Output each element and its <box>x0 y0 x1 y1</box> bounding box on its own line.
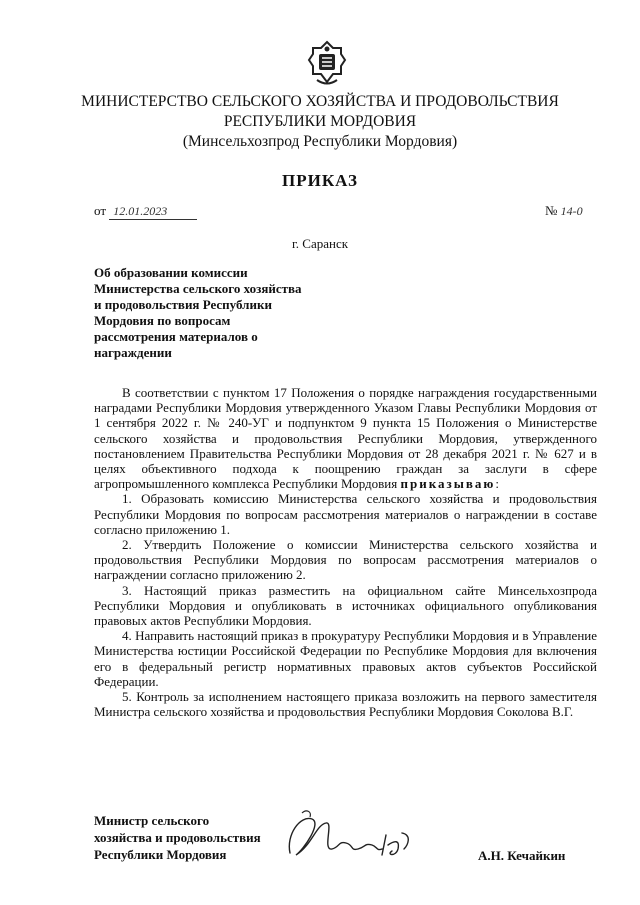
header-line-2: РЕСПУБЛИКИ МОРДОВИЯ <box>223 113 417 130</box>
document-subject <box>94 265 354 361</box>
header-line-3: (Минсельхозпрод Республики Мордовия) <box>182 133 458 150</box>
order-item: 4. Направить настоящий приказ в прокуратуру Республики Мордовия и в Управление Министерства юстиции Российской Федерации по Республике Мордовия для включения его в федеральный регистр нормативных правовых актов субъектов Российской Федерации. <box>94 628 597 689</box>
order-item: 2. Утвердить Положение о комиссии Министерства сельского хозяйства и продовольствия Республики Мордовия по вопросам рассмотрения материалов о награждении согласно приложению 2. <box>94 537 597 583</box>
subject-line: Мордовия по вопросам <box>94 313 231 328</box>
number-prefix: № <box>545 203 558 218</box>
subject-line: рассмотрения материалов о <box>94 329 258 344</box>
signer-position-line: хозяйства и продовольствия <box>94 830 261 845</box>
signer-name: А.Н. Кечайкин <box>478 848 566 863</box>
order-item: 1. Образовать комиссию Министерства сельского хозяйства и продовольствия Республики Мордовия по вопросам рассмотрения материалов о награждении в составе согласно приложению 1. <box>94 491 597 537</box>
signer-position-line: Республики Мордовия <box>94 847 227 862</box>
subject-line: награждении <box>94 345 172 360</box>
city: г. Саранск <box>291 236 349 251</box>
subject-line: и продовольствия Республики <box>94 297 272 312</box>
coat-of-arms-icon <box>307 40 347 88</box>
header-line-1: МИНИСТЕРСТВО СЕЛЬСКОГО ХОЗЯЙСТВА И ПРОДОВОЛЬСТВИЯ <box>81 93 559 110</box>
document-date <box>94 203 197 220</box>
order-word: приказываю <box>400 476 496 492</box>
preamble-end: : <box>495 476 499 492</box>
handwritten-signature <box>282 805 422 867</box>
document-number <box>545 203 583 219</box>
ministry-header <box>60 92 580 152</box>
document-title: ПРИКАЗ <box>282 171 358 190</box>
date-value: 12.01.2023 <box>109 204 197 220</box>
subject-line: Министерства сельского хозяйства <box>94 281 302 296</box>
subject-line: Об образовании комиссии <box>94 265 248 280</box>
signer-position <box>94 812 261 863</box>
order-item: 3. Настоящий приказ разместить на официальном сайте Минсельхозпрода Республики Мордовия и опубликовать в источниках официального опубликования правовых актов Республики Мордовия. <box>94 582 597 629</box>
number-value: 14-0 <box>560 204 583 218</box>
preamble-paragraph <box>94 385 597 491</box>
order-item: 5. Контроль за исполнением настоящего приказа возложить на первого заместителя Министра сельского хозяйства и продовольствия Республики Мордовия Соколова В.Г. <box>94 689 597 720</box>
date-prefix: от <box>94 203 107 218</box>
preamble-text: В соответствии с пунктом 17 Положения о порядке награждения государственными наградами Республики Мордовия утвержденного Указом Главы Республики Мордовия от 1 сентября 2022 г. № 240-УГ и подпунктом 9 пункта 15 Положения о Министерстве сельского хозяйства и продовольствия Республики Мордовия, утвержденного постановлением Правительства Республики Мордовия от 28 декабря 2021 г. № 627 и в целях объективного подхода к поощрению граждан за заслуги в сфере агропромышленного комплекса Республики Мордовия <box>94 385 597 492</box>
document-body <box>94 385 597 719</box>
signer-position-line: Министр сельского <box>94 813 210 828</box>
